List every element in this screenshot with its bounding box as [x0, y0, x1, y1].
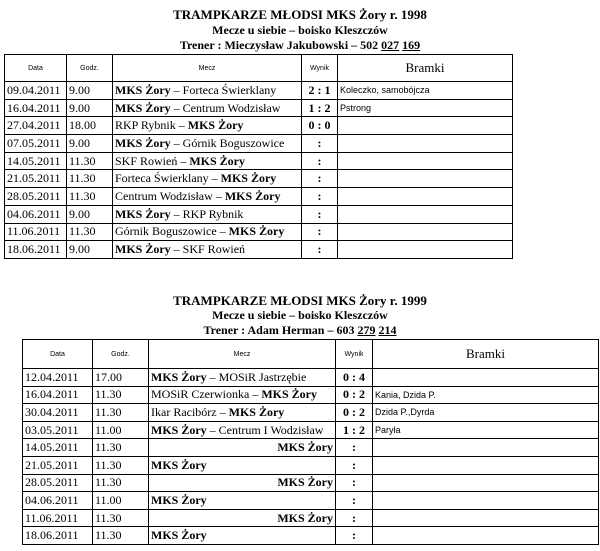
table-row [23, 369, 599, 387]
match-scorers [338, 223, 513, 241]
match-time: 11.30 [93, 456, 149, 474]
section1-phone-end: 169 [402, 38, 421, 52]
home-team: MKS Żory [115, 100, 171, 115]
section2-trainer-name: Trener : Adam Herman – 603 [203, 323, 355, 337]
match-teams [149, 404, 336, 422]
match-date: 07.05.2011 [5, 135, 67, 153]
away-team: MKS Żory [261, 387, 317, 402]
section1-title-part: TRAMPKARZE MŁODSI MKS [173, 7, 360, 22]
section2-subtitle: Mecze u siebie – boisko Kleszczów [212, 308, 388, 322]
table-row [23, 527, 599, 545]
match-time: 9.00 [67, 135, 113, 153]
section2-trainer [0, 324, 600, 336]
match-teams [113, 117, 302, 135]
team-separator: – [216, 224, 229, 239]
match-result: : [302, 241, 338, 259]
match-time: 11.00 [93, 421, 149, 439]
away-team: MKS Żory [220, 171, 277, 186]
header-scorers: Bramki [373, 340, 599, 369]
header-time: Godz. [67, 55, 113, 82]
match-scorers [338, 188, 513, 206]
table-row [23, 439, 599, 457]
team-separator: – [175, 118, 188, 133]
match-time: 11.00 [93, 492, 149, 510]
match-scorers: Kania, Dzida P. [373, 386, 599, 404]
table-row [5, 99, 513, 117]
home-team: MKS Żory [151, 492, 207, 507]
match-result: : [336, 474, 373, 492]
section1-title [0, 8, 600, 21]
match-result: : [336, 527, 373, 545]
match-scorers [338, 152, 513, 170]
away-team: SKF Rowień [182, 242, 246, 257]
section1-schedule-table [4, 54, 513, 259]
match-time: 18.00 [67, 117, 113, 135]
match-time: 9.00 [67, 241, 113, 259]
match-time: 9.00 [67, 99, 113, 117]
match-date: 27.04.2011 [5, 117, 67, 135]
match-date: 28.05.2011 [23, 474, 93, 492]
match-result: 0 : 2 [336, 404, 373, 422]
match-result: : [336, 456, 373, 474]
match-scorers: Paryła [373, 421, 599, 439]
match-result: : [336, 509, 373, 527]
home-team: Górnik Boguszowice [115, 224, 217, 239]
match-teams [113, 223, 302, 241]
section1-phone-mid: 027 [381, 38, 400, 52]
home-team: MKS Żory [151, 528, 207, 543]
section1-trainer [0, 39, 600, 51]
table-row [5, 135, 513, 153]
match-result: : [302, 205, 338, 223]
match-scorers [338, 241, 513, 259]
match-teams [113, 99, 302, 117]
header-match: Mecz [113, 55, 302, 82]
match-result: : [302, 170, 338, 188]
section2-title-part: TRAMPKARZE MŁODSI MKS [173, 293, 360, 308]
match-time: 11.30 [67, 223, 113, 241]
match-time: 11.30 [93, 386, 149, 404]
table-row [5, 223, 513, 241]
match-result: 0 : 0 [302, 117, 338, 135]
match-time: 11.30 [67, 152, 113, 170]
match-scorers [338, 170, 513, 188]
match-scorers [373, 369, 599, 387]
table-row [23, 456, 599, 474]
match-date: 04.06.2011 [23, 492, 93, 510]
match-date: 14.05.2011 [23, 439, 93, 457]
match-teams [113, 241, 302, 259]
match-teams [113, 135, 302, 153]
away-team: MKS Żory [277, 475, 333, 490]
team-separator: – [216, 404, 229, 419]
away-team: MKS Żory [224, 188, 281, 203]
match-time: 9.00 [67, 205, 113, 223]
team-separator: – [170, 82, 183, 97]
home-team: MKS Żory [115, 206, 171, 221]
match-result: 1 : 2 [336, 421, 373, 439]
away-team: MKS Żory [189, 153, 246, 168]
section1-title-year: r. 1998 [386, 7, 427, 22]
table-row [23, 404, 599, 422]
table-row [5, 205, 513, 223]
section2-phone-mid: 279 [357, 323, 376, 337]
match-result: 1 : 2 [302, 99, 338, 117]
team-separator: – [170, 100, 183, 115]
table-row [23, 421, 599, 439]
match-scorers [373, 456, 599, 474]
header-result: Wynik [302, 55, 338, 82]
match-scorers [338, 135, 513, 153]
match-teams [113, 152, 302, 170]
match-date: 16.04.2011 [23, 386, 93, 404]
away-team: MKS Żory [277, 440, 333, 455]
section2-title-city: Żory [359, 293, 387, 308]
match-time: 11.30 [93, 404, 149, 422]
table-row [5, 188, 513, 206]
match-scorers [373, 474, 599, 492]
match-scorers [338, 205, 513, 223]
match-scorers: Dzida P.,Dyrda [373, 404, 599, 422]
match-date: 28.05.2011 [5, 188, 67, 206]
match-result: 0 : 4 [336, 369, 373, 387]
home-team: RKP Rybnik [115, 118, 176, 133]
home-team: MKS Żory [151, 369, 207, 384]
header-date: Data [5, 55, 67, 82]
home-team: SKF Rowień [115, 153, 178, 168]
match-date: 12.04.2011 [23, 369, 93, 387]
match-result: : [302, 135, 338, 153]
match-result: : [302, 152, 338, 170]
home-team: Centrum Wodzisław [115, 188, 213, 203]
match-time: 11.30 [67, 188, 113, 206]
table-row [23, 474, 599, 492]
match-teams [113, 82, 302, 100]
table-row [5, 170, 513, 188]
match-teams [113, 205, 302, 223]
section1-subtitle: Mecze u siebie – boisko Kleszczów [212, 23, 388, 37]
table-row [5, 152, 513, 170]
match-date: 21.05.2011 [23, 456, 93, 474]
team-separator: – [177, 153, 190, 168]
match-teams [149, 509, 336, 527]
match-time: 11.30 [93, 474, 149, 492]
match-result: 2 : 1 [302, 82, 338, 100]
table-row [23, 386, 599, 404]
match-time: 11.30 [93, 509, 149, 527]
match-time: 9.00 [67, 82, 113, 100]
match-scorers: Pstrong [338, 99, 513, 117]
match-teams [149, 492, 336, 510]
match-time: 17.00 [93, 369, 149, 387]
section2-title-year: r. 1999 [386, 293, 427, 308]
away-team: MKS Żory [277, 510, 333, 525]
home-team: MOSiR Czerwionka [151, 387, 250, 402]
home-team: MKS Żory [151, 422, 207, 437]
match-scorers [373, 527, 599, 545]
match-result: : [336, 492, 373, 510]
away-team: MKS Żory [228, 404, 285, 419]
match-teams [149, 527, 336, 545]
match-teams [113, 188, 302, 206]
team-separator: – [170, 206, 183, 221]
section2-title [0, 294, 600, 307]
match-teams [149, 474, 336, 492]
table-header-row [5, 55, 513, 82]
home-team: MKS Żory [115, 242, 171, 257]
team-separator: – [170, 242, 183, 257]
match-date: 11.06.2011 [23, 509, 93, 527]
match-date: 09.04.2011 [5, 82, 67, 100]
match-date: 18.06.2011 [5, 241, 67, 259]
match-teams [149, 421, 336, 439]
match-teams [149, 456, 336, 474]
match-time: 11.30 [67, 170, 113, 188]
match-date: 04.06.2011 [5, 205, 67, 223]
section2-schedule-table [22, 339, 599, 545]
section1-title-city: Żory [359, 7, 387, 22]
home-team: MKS Żory [115, 135, 171, 150]
section1-trainer-name: Trener : Mieczysław Jakubowski – 502 [179, 38, 379, 52]
away-team: RKP Rybnik [182, 206, 244, 221]
table-row [23, 509, 599, 527]
match-result: : [302, 223, 338, 241]
header-date: Data [23, 340, 93, 369]
table-row [23, 492, 599, 510]
match-date: 11.06.2011 [5, 223, 67, 241]
table-header-row [23, 340, 599, 369]
match-date: 16.04.2011 [5, 99, 67, 117]
match-teams [149, 439, 336, 457]
home-team: MKS Żory [151, 457, 207, 472]
match-teams [149, 369, 336, 387]
match-scorers [373, 439, 599, 457]
home-team: MKS Żory [115, 82, 171, 97]
match-teams [149, 386, 336, 404]
match-date: 14.05.2011 [5, 152, 67, 170]
match-scorers [338, 117, 513, 135]
header-match: Mecz [149, 340, 336, 369]
team-separator: – [206, 422, 219, 437]
match-date: 30.04.2011 [23, 404, 93, 422]
away-team: MKS Żory [187, 118, 244, 133]
away-team: MKS Żory [228, 224, 285, 239]
table-row [5, 117, 513, 135]
section2-phone-end: 214 [378, 323, 397, 337]
match-result: 0 : 2 [336, 386, 373, 404]
team-separator: – [170, 135, 183, 150]
team-separator: – [206, 369, 219, 384]
match-result: : [336, 439, 373, 457]
match-scorers [373, 492, 599, 510]
match-time: 11.30 [93, 527, 149, 545]
home-team: Forteca Świerklany [115, 171, 209, 186]
match-date: 03.05.2011 [23, 421, 93, 439]
header-scorers: Bramki [338, 55, 513, 82]
header-result: Wynik [336, 340, 373, 369]
away-team: Centrum I Wodzisław [218, 422, 324, 437]
match-result: : [302, 188, 338, 206]
away-team: Forteca Świerklany [182, 82, 277, 97]
match-teams [113, 170, 302, 188]
away-team: Górnik Boguszowice [182, 135, 285, 150]
home-team: Ikar Racibórz [151, 404, 217, 419]
team-separator: – [208, 171, 221, 186]
table-row [5, 241, 513, 259]
header-time: Godz. [93, 340, 149, 369]
team-separator: – [249, 387, 262, 402]
team-separator: – [212, 188, 225, 203]
match-scorers: Koleczko, samobójcza [338, 82, 513, 100]
match-scorers [373, 509, 599, 527]
away-team: Centrum Wodzisław [182, 100, 281, 115]
away-team: MOSiR Jastrzębie [218, 369, 307, 384]
table-row [5, 82, 513, 100]
match-time: 11.30 [93, 439, 149, 457]
match-date: 21.05.2011 [5, 170, 67, 188]
match-date: 18.06.2011 [23, 527, 93, 545]
